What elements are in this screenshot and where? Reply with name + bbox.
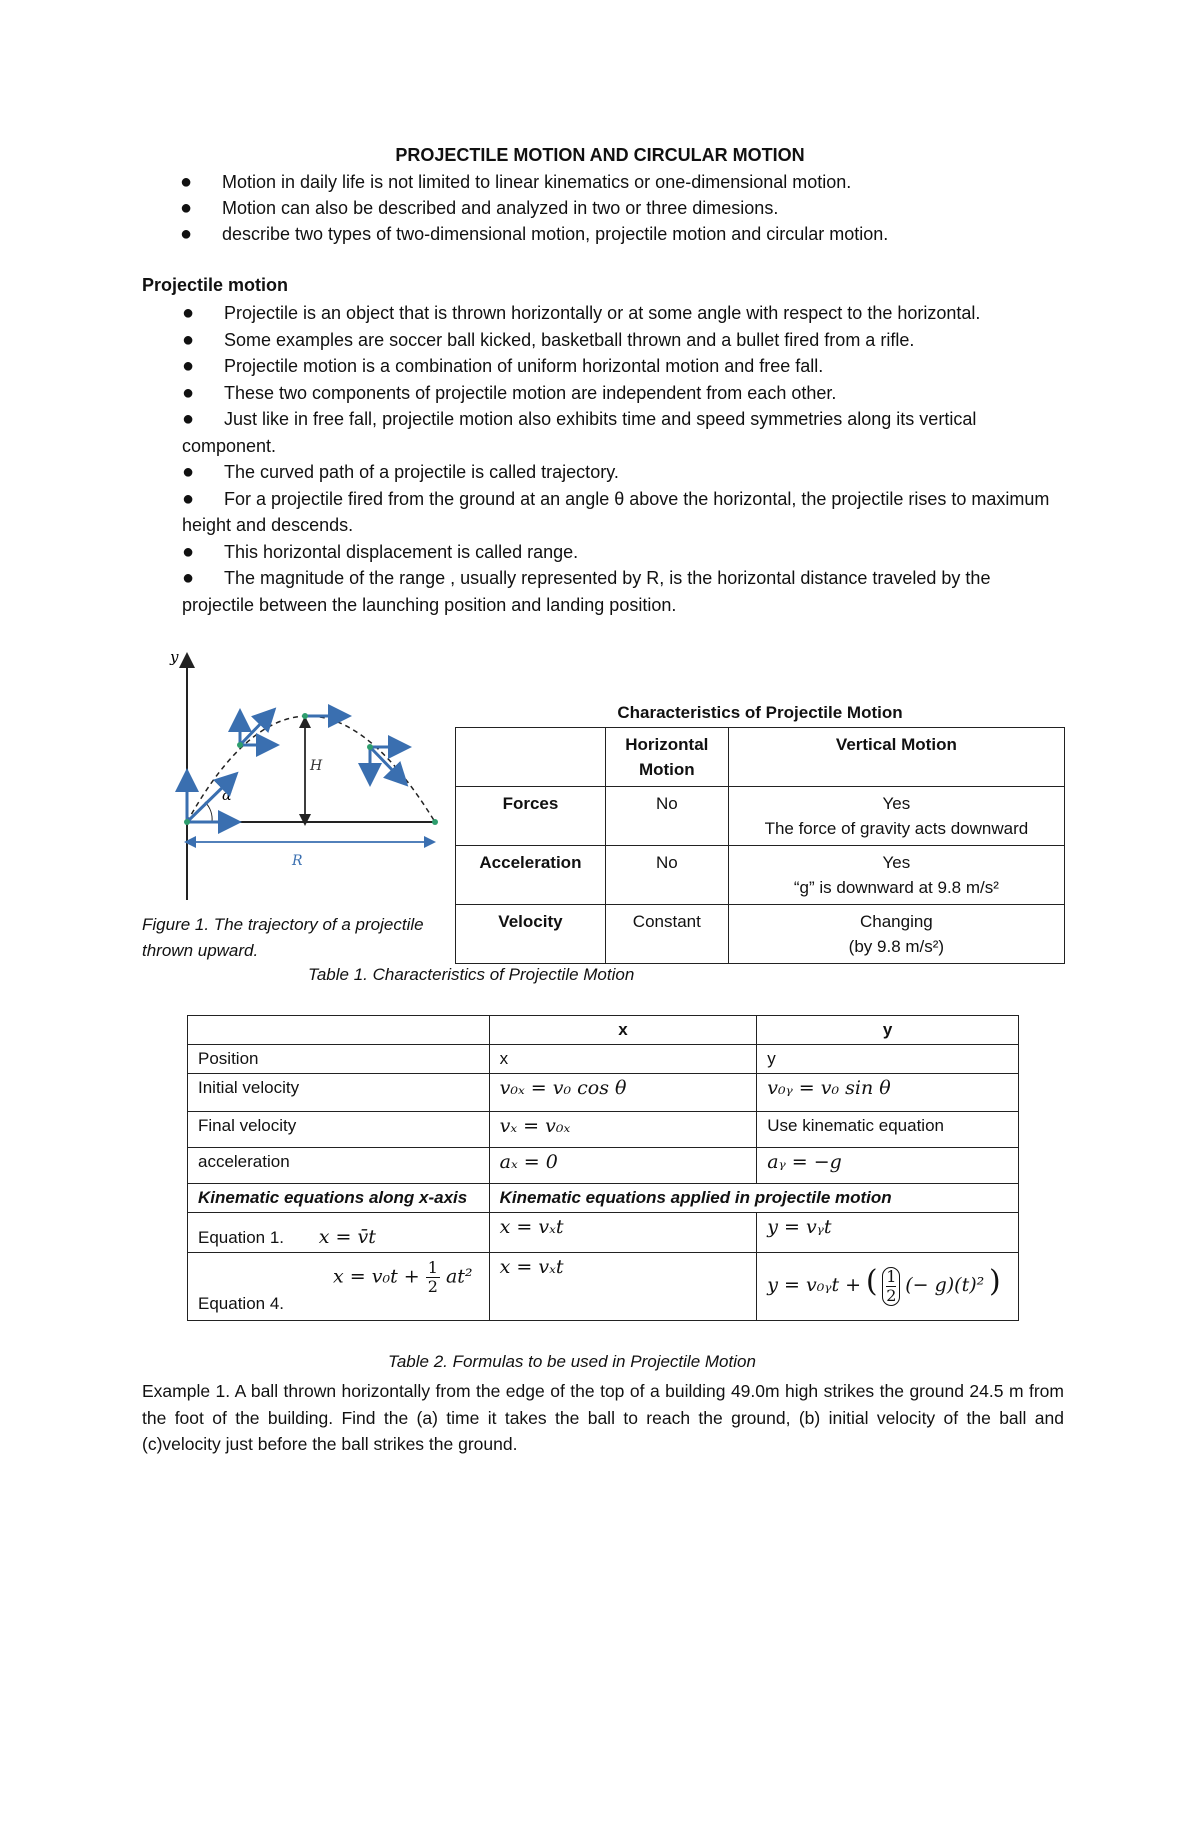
list-item: ● Projectile motion is a combination of uniform horizontal motion and free fall.: [182, 353, 1062, 380]
table-cell: Changing (by 9.8 m/s²): [728, 905, 1064, 964]
list-item: ● The magnitude of the range , usually represented by R, is the horizontal distance traveled by the projectile between the launching position and landing position.: [182, 565, 1062, 618]
row-header: Initial velocity: [188, 1074, 490, 1112]
table-cell: aᵧ = −g: [757, 1148, 1019, 1184]
table-cell: [456, 728, 606, 787]
list-item: ● Some examples are soccer ball kicked, basketball thrown and a bullet fired from a rifle.: [182, 327, 1062, 354]
angle-label: α: [222, 788, 232, 804]
formulas-table: [187, 1015, 1019, 1321]
table-cell: Kinematic equations applied in projectile motion: [489, 1184, 1018, 1213]
table-cell: vₓ = v₀ₓ: [489, 1112, 757, 1148]
table-row: [188, 1148, 1019, 1184]
table-row: [456, 846, 1065, 905]
intro-bullet-list: [180, 169, 1060, 247]
velocity-vector-descending: [370, 747, 400, 778]
column-header-vertical: Vertical Motion: [728, 728, 1064, 787]
table1-title: Characteristics of Projectile Motion: [617, 703, 903, 722]
table-cell: y = vᵧt: [757, 1213, 1019, 1253]
table-row: [188, 1253, 1019, 1321]
table-row: [456, 728, 1065, 787]
row-header: Final velocity: [188, 1112, 490, 1148]
table-row: [456, 787, 1065, 846]
table-cell: x = vₓt: [489, 1253, 757, 1321]
table-cell: x = vₓt: [489, 1213, 757, 1253]
table-row: [456, 905, 1065, 964]
row-header: acceleration: [188, 1148, 490, 1184]
list-item: ● Motion in daily life is not limited to linear kinematics or one-dimensional motion.: [180, 169, 1060, 195]
table-cell: v₀ₓ = v₀ cos θ: [489, 1074, 757, 1112]
list-item: ● describe two types of two-dimensional motion, projectile motion and circular motion.: [180, 221, 1060, 247]
table-row: [188, 1045, 1019, 1074]
equation-formula: x = v₀t + $\frac{1}{2}$ at²: [333, 1258, 473, 1296]
height-label: H: [310, 758, 323, 774]
table-cell: Constant: [605, 905, 728, 964]
table-cell: y: [757, 1045, 1019, 1074]
list-item: ● The curved path of a projectile is called trajectory.: [182, 459, 1062, 486]
table1-caption: Table 1. Characteristics of Projectile Motion: [308, 965, 635, 984]
trajectory-figure: [160, 650, 450, 910]
table-row: [188, 1016, 1019, 1045]
table-cell: Yes “g” is downward at 9.8 m/s²: [728, 846, 1064, 905]
list-item: ● Projectile is an object that is thrown horizontally or at some angle with respect to the horizontal.: [182, 300, 1062, 327]
table-cell: x: [489, 1045, 757, 1074]
list-item: ● This horizontal displacement is called range.: [182, 539, 1062, 566]
table2-caption: Table 2. Formulas to be used in Projectile Motion: [388, 1352, 756, 1371]
list-item: ● These two components of projectile motion are independent from each other.: [182, 380, 1062, 407]
table-cell: No: [605, 787, 728, 846]
table-cell: Kinematic equations along x-axis: [188, 1184, 490, 1213]
table-cell: Use kinematic equation: [757, 1112, 1019, 1148]
range-label: R: [292, 853, 303, 869]
table-row: [188, 1074, 1019, 1112]
equation-label: Equation 1.: [198, 1228, 285, 1247]
table-cell: aₓ = 0: [489, 1148, 757, 1184]
table-row: [188, 1112, 1019, 1148]
table-cell: [188, 1253, 490, 1321]
example-paragraph: Example 1. A ball thrown horizontally from the edge of the top of a building 49.0m high strikes the ground 24.5 m from the foot of the building. Find the (a) time it takes the ball to reach the ground, (b) initial velocity of the ball and (c)velocity just before the ball strikes the ground.: [142, 1381, 1064, 1454]
table-cell: [188, 1016, 490, 1045]
table-row: [188, 1213, 1019, 1253]
row-header: Position: [188, 1045, 490, 1074]
table-cell: [188, 1213, 490, 1253]
column-header-y: y: [757, 1016, 1019, 1045]
table-cell: y = v₀ᵧt + ( $\frac{1}{2}$ (− g)(t)² ): [757, 1253, 1019, 1321]
table-cell: No: [605, 846, 728, 905]
list-item: ● Just like in free fall, projectile motion also exhibits time and speed symmetries along its vertical component.: [182, 406, 1062, 459]
y-axis-label: y: [170, 650, 179, 666]
characteristics-table: [455, 727, 1065, 964]
table-cell: v₀ᵧ = v₀ sin θ: [757, 1074, 1019, 1112]
table-cell: Yes The force of gravity acts downward: [728, 787, 1064, 846]
row-header: Velocity: [456, 905, 606, 964]
row-header: Forces: [456, 787, 606, 846]
page-title: PROJECTILE MOTION AND CIRCULAR MOTION: [395, 145, 805, 165]
projectile-bullet-list: [182, 300, 1062, 618]
figure-caption: Figure 1. The trajectory of a projectile thrown upward.: [142, 915, 424, 960]
equation-label: Equation 4.: [198, 1294, 285, 1313]
column-header-x: x: [489, 1016, 757, 1045]
list-item: ● For a projectile fired from the ground at an angle θ above the horizontal, the projectile rises to maximum height and descends.: [182, 486, 1062, 539]
list-item: ● Motion can also be described and analyzed in two or three dimesions.: [180, 195, 1060, 221]
row-header: Acceleration: [456, 846, 606, 905]
column-header-horizontal: Horizontal Motion: [605, 728, 728, 787]
equation-formula: x = v̄t: [318, 1226, 376, 1248]
table-row: [188, 1184, 1019, 1213]
section-heading: Projectile motion: [142, 275, 289, 295]
